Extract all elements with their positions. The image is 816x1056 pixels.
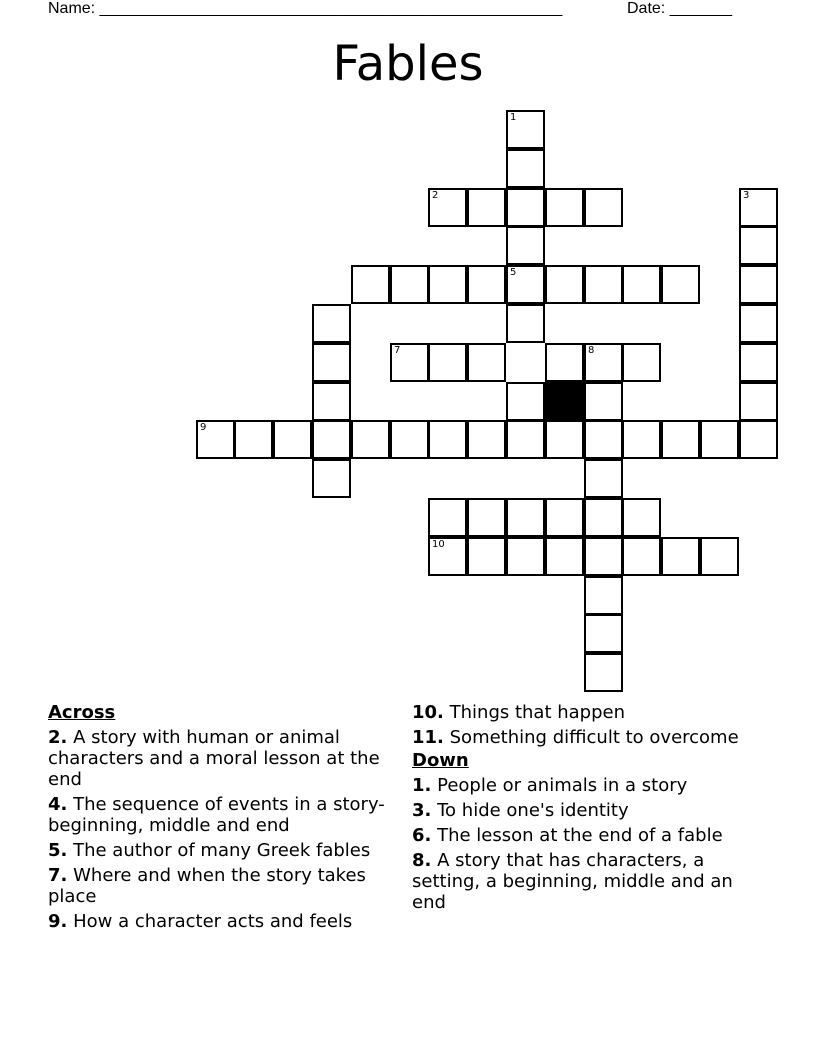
grid-cell[interactable] [312,420,351,459]
grid-cell[interactable] [196,420,235,459]
clue-down-3: 3. To hide one's identity [412,800,629,821]
grid-cell[interactable] [506,265,545,304]
grid-cell[interactable] [661,537,700,576]
clue-across-5: 5. The author of many Greek fables [48,840,371,861]
grid-cell[interactable] [584,420,623,459]
clue-number: 10 [432,539,445,550]
clue-down-1: 1. People or animals in a story [412,775,688,796]
clue-number: 7 [394,345,401,356]
grid-cell[interactable] [312,382,351,421]
grid-cell[interactable] [661,420,700,459]
grid-cell[interactable] [584,265,623,304]
down-heading: Down [412,750,469,771]
grid-cell[interactable] [739,420,778,459]
grid-cell[interactable] [428,420,467,459]
clues-right-column [412,702,772,913]
grid-cell[interactable] [661,265,700,304]
grid-cell[interactable] [428,498,467,537]
grid-cell[interactable] [506,537,545,576]
grid-cell[interactable] [584,537,623,576]
grid-cell[interactable] [506,188,545,227]
clue-across-7: 7. Where and when the story takes place [48,865,366,907]
grid-cell[interactable] [428,265,467,304]
clue-across-10: 10. Things that happen [412,702,626,723]
grid-cell[interactable] [467,343,506,382]
grid-cell[interactable] [584,382,623,421]
clue-down-8: 8. A story that has characters, a setting, a beginning, middle and an end [412,850,733,913]
date-field[interactable]: Date: _______ [627,0,732,17]
grid-cell[interactable] [312,459,351,498]
grid-cell[interactable] [700,537,739,576]
clue-across-4: 4. The sequence of events in a story-beginning, middle and end [48,794,385,836]
page-title: Fables [332,36,484,92]
grid-cell[interactable] [312,304,351,343]
grid-cell[interactable] [545,343,584,382]
across-heading: Across [48,702,116,723]
grid-cell[interactable] [584,576,623,615]
grid-cell[interactable] [234,420,273,459]
grid-cell[interactable] [584,343,623,382]
grid-cell[interactable] [506,226,545,265]
grid-cell[interactable] [351,265,390,304]
grid-cell[interactable] [739,265,778,304]
grid-cell[interactable] [467,498,506,537]
clue-number: 9 [200,422,207,433]
grid-cell[interactable] [312,343,351,382]
grid-cell[interactable] [351,420,390,459]
grid-cell[interactable] [506,149,545,188]
grid-cell[interactable] [739,188,778,227]
clue-across-11: 11. Something difficult to overcome [412,727,739,748]
grid-cell[interactable] [390,420,429,459]
grid-cell[interactable] [622,343,661,382]
clues-left-column [48,702,408,932]
grid-black-cell [545,382,584,421]
clue-number: 8 [588,345,595,356]
grid-cell[interactable] [506,110,545,149]
grid-cell[interactable] [545,498,584,537]
grid-cell[interactable] [467,188,506,227]
grid-cell[interactable] [428,537,467,576]
grid-cell[interactable] [584,188,623,227]
grid-cell[interactable] [390,265,429,304]
grid-cell[interactable] [428,188,467,227]
grid-cell[interactable] [467,537,506,576]
grid-cell[interactable] [739,382,778,421]
grid-cell[interactable] [545,188,584,227]
grid-cell[interactable] [739,226,778,265]
grid-cell[interactable] [506,382,545,421]
grid-cell[interactable] [739,343,778,382]
grid-cell[interactable] [273,420,312,459]
name-field[interactable]: Name: ____________________________________________________ [48,0,563,17]
grid-cell[interactable] [700,420,739,459]
clue-number: 5 [510,267,517,278]
grid-cell[interactable] [545,420,584,459]
grid-cell[interactable] [622,265,661,304]
grid-cell[interactable] [467,265,506,304]
clue-number: 2 [432,190,439,201]
clue-number: 3 [743,190,750,201]
clue-across-9: 9. How a character acts and feels [48,911,353,932]
grid-cell[interactable] [506,304,545,343]
clue-across-2: 2. A story with human or animal characters and a moral lesson at the end [48,727,380,790]
grid-cell[interactable] [506,420,545,459]
grid-cell[interactable] [584,614,623,653]
grid-cell[interactable] [584,459,623,498]
grid-cell[interactable] [584,498,623,537]
grid-cell[interactable] [739,304,778,343]
grid-cell[interactable] [622,420,661,459]
grid-cell[interactable] [622,498,661,537]
grid-cell[interactable] [584,653,623,692]
clue-number: 1 [510,112,517,123]
grid-cell[interactable] [545,265,584,304]
grid-cell[interactable] [390,343,429,382]
clue-down-6: 6. The lesson at the end of a fable [412,825,723,846]
grid-cell[interactable] [506,498,545,537]
grid-cell[interactable] [622,537,661,576]
grid-cell[interactable] [428,343,467,382]
grid-cell[interactable] [545,537,584,576]
grid-cell[interactable] [467,420,506,459]
